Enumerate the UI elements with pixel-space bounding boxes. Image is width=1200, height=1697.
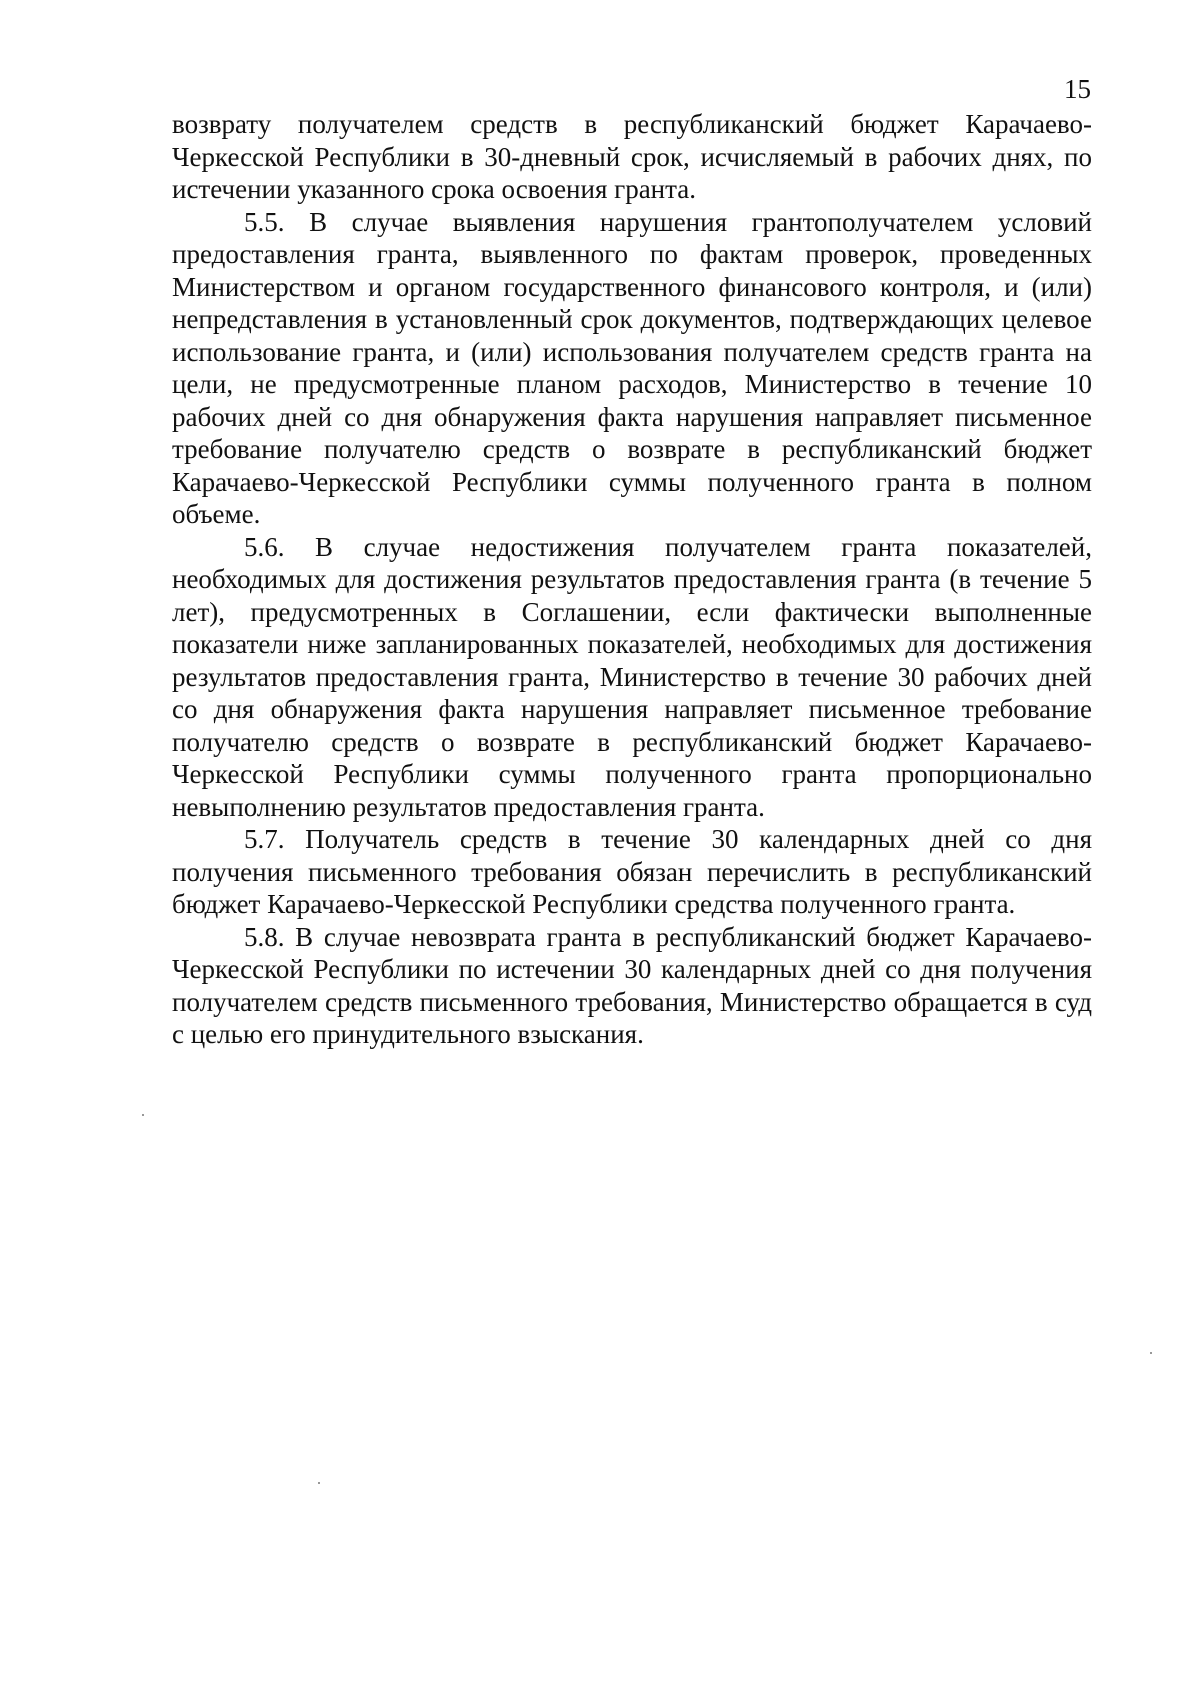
scan-speck (318, 1482, 320, 1484)
body-text (172, 108, 1092, 1051)
paragraph-5-6: 5.6. В случае недостижения получателем гранта показателей, необходимых для достижения результатов предоставления гранта (в течение 5 лет), предусмотренных в Соглашении, если фактически выполненные показатели ниже запланированных показателей, необходимых для достижения результатов предоставления гранта, Министерство в течение 30 рабочих дней со дня обнаружения факта нарушения направляет письменное требование получателю средств о возврате в республиканский бюджет Карачаево-Черкесской Республики суммы полученного гранта пропорционально невыполнению результатов предоставления гранта. (172, 531, 1092, 822)
paragraph-continuation: возврату получателем средств в республиканский бюджет Карачаево-Черкесской Республики в 30-дневный срок, исчисляемый в рабочих днях, по истечении указанного срока освоения гранта. (172, 109, 1092, 204)
scan-speck (142, 1114, 144, 1116)
paragraph-5-8: 5.8. В случае невозврата гранта в республиканский бюджет Карачаево-Черкесской Республики по истечении 30 календарных дней со дня получения получателем средств письменного требования, Министерство обращается в суд с целью его принудительного взыскания. (172, 921, 1092, 1049)
paragraph-5-7: 5.7. Получатель средств в течение 30 календарных дней со дня получения письменного требования обязан перечислить в республиканский бюджет Карачаево-Черкесской Республики средства полученного гранта. (172, 824, 1092, 919)
scan-speck (1150, 1352, 1152, 1354)
page-number: 15 (1064, 74, 1091, 104)
paragraph-5-5: 5.5. В случае выявления нарушения грантополучателем условий предоставления гранта, выявленного по фактам проверок, проведенных Министерством и органом государственного финансового контроля, и (или) непредставления в установленный срок документов, подтверждающих целевое использование гранта, и (или) использования получателем средств гранта на цели, не предусмотренные планом расходов, Министерство в течение 10 рабочих дней со дня обнаружения факта нарушения направляет письменное требование получателю средств о возврате в республиканский бюджет Карачаево-Черкесской Республики суммы полученного гранта в полном объеме. (172, 206, 1092, 529)
